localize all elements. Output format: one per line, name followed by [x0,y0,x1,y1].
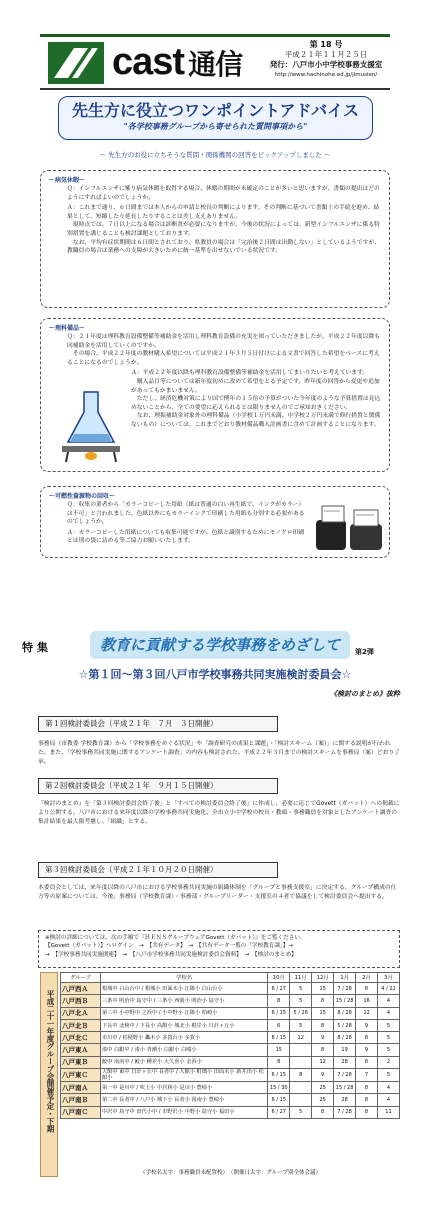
col-header: 1月 [334,973,356,983]
feature-label: 特 集 [22,641,48,654]
month-cell [290,1094,312,1106]
month-cell: 8 / 28 [334,1032,356,1044]
meeting-1-text: 事務局（市教委 学校教育課）から「学校事務をめぐる状況」や「調査研究の成果と課題」・「検討スキーム（案）」に関する説明が行われた。また、「学校事務共同実施に関するアンケート調査」の内容も検討された。平成２２年３月までの検討スキームを事務局（案）どおり了承。 [38,741,400,765]
month-cell: 8 [356,1056,378,1068]
month-cell: 5 [290,1106,312,1118]
schools-cell: 湊中 白銀中 / 湊小 青潮小 白銀小 白鴎小 [100,1044,267,1056]
note-lead: ※検討の詳細については、次の手順で『ＨＥＮＳグループウェアGovett（ガバット）』をご覧ください。 [45,935,306,941]
month-cell: 16 [356,995,378,1007]
month-cell: 9 [312,1032,334,1044]
schools-cell: 下長中 北稜中 / 下長小 高館小 城北小 根岸小 日計ヶ丘小 [100,1019,267,1031]
qa-question: Ｑ：収集の業者から「カラーコピーした用紙（紙は普通の白い再生紙で、インクがカラー）は不可」と言われました。色紙以外にもカラーインクで印刷した用紙も分別する必要があるのでしょうか。 [67,502,305,526]
feature-title-box [90,631,350,659]
note-path-1: 【Govett（ガバット）】ヘログイン → 【共有データ】 → 【共有データ一覧の「学校教育課」】→ [45,943,294,950]
month-cell: 8 [290,1069,312,1082]
month-cell: 4 [377,1094,399,1106]
month-cell: 5 / 26 [290,1007,312,1019]
table-row [61,1106,400,1118]
month-cell: 7 [356,1069,378,1082]
month-cell: 2 [377,1056,399,1068]
month-cell: 8 [356,1106,378,1118]
schools-cell: 大館中 東中 日計ヶ丘中 長者中 / 大館小 町畑小 田面木小 新井田小 松館小 [100,1069,267,1082]
month-cell: 11 [377,1106,399,1118]
meeting-2-text: 『検討のまとめ』を「第３回検討委員会終了後」と「すべての検討委員会終了後」に作成し、必要に応じてGovett（ガバット）への掲載により公開する。八戸市における来年度以降の学校事務共同実施化、全市立小中学校の校長・教頭・事務職員を対象としたアンケート調査の集計結果を最大限考慮し、「組織」とする。 [38,801,400,825]
month-cell: 5 / 28 [334,1019,356,1031]
col-header: 2月 [356,973,378,983]
month-cell: 19 [334,1044,356,1056]
month-cell: 8 [312,1106,334,1118]
month-cell: 15 [312,983,334,995]
month-cell: 4 / 22 [377,983,399,995]
month-cell: 8 [356,1032,378,1044]
publisher-url[interactable]: http://www.hachinohe.ed.jp/jimusien/ [274,72,378,78]
month-cell: 8 / 28 [334,1007,356,1019]
group-cell: 八戸南Ｃ [61,1106,101,1118]
pickup-caption: ～ 先生方のお役に立ちそうな質問・関係機関の回答をピックアップしました ～ [99,151,331,159]
month-cell: 5 [377,1069,399,1082]
month-cell: 12 [356,1007,378,1019]
table-row [61,995,400,1007]
month-cell: 5 [377,1019,399,1031]
table-row [61,983,400,995]
month-cell: 8 / 15 [268,1032,290,1044]
month-cell [290,1056,312,1068]
banner-subtitle: "各学校事務グループから寄せられた質問事項から" [123,122,308,131]
schools-cell: 第三中 小中野中 之浜中 / 小中野小 江陽小 柏崎小 [100,1007,267,1019]
month-cell: 6 / 27 [268,1106,290,1118]
table-row [61,1082,400,1094]
month-cell: 9 [356,1044,378,1056]
month-cell: 5 [377,1044,399,1056]
schools-cell: 三条中 明治中 島守中 / 三条小 西園小 明治小 島守小 [100,995,267,1007]
issue-number: 第 18 号 [309,40,343,49]
banner-title: 先生方に役立つワンポイントアドバイス [71,101,360,120]
schools-cell: 鮫中 南浜中 / 鮫小 種差小 大久喜小 金浜小 [100,1056,267,1068]
schools-cell: 第二中 長者中 / 八戸小 城下小 長者小 図南小 豊崎小 [100,1094,267,1106]
feature-title: 教育に貢献する学校事務をめざして [99,636,340,654]
group-cell: 八戸西Ａ [61,983,101,995]
qa-question-cont: その場合、平成２２年度の教材購入希望については平成２１年３月５日付けによる文書で回答した希望をベースに考えることになるのでしょうか。 [67,351,380,366]
table-row [61,1019,400,1031]
table-row [61,1069,400,1082]
table-row [61,1032,400,1044]
group-cell: 八戸南Ｂ [61,1094,101,1106]
table-header-row [61,973,400,983]
month-cell: 6 / 15 [268,1007,290,1019]
month-cell: 7 / 28 [334,983,356,995]
month-cell: 8 [312,1019,334,1031]
table-row [61,1094,400,1106]
col-header: 11月 [290,973,312,983]
schools-cell: 中沢中 鳥守中 田代小中 / 市野沢小 中野小 島守小 福田小 [100,1106,267,1118]
month-cell: 25 [312,1094,334,1106]
publisher: 発行：八戸市小中学校事務支援室 [269,60,383,69]
paper-bags-illustration [312,502,388,554]
col-header: グループ [61,973,101,983]
month-cell: 5 [290,995,312,1007]
schools-cell: 第一中 是川中 / 吹上小 中居林小 是川小 豊崎小 [100,1082,267,1094]
qa-answer-cont: なお、平均有症状期間は６日間とされており、県教員の場合は「完治後２日間は出勤しない」としているようですが、教職員の場合は業務への支障が大きいために統一基準を出せないでいる状況です。 [67,239,381,255]
header-top-rule [40,34,390,37]
issue-date: 平成２１年１１月２５日 [284,50,368,59]
qa-heading: ～可燃性資源物の回収～ [49,493,116,500]
month-cell: 12 [290,1032,312,1044]
month-cell: 5 [290,983,312,995]
note-path-2: → 【学校事務共同実施関連】 → 【八戸市学校事務共同実施検討委員会資料】 → 【検討のまとめ】 [45,951,297,958]
col-header: 12月 [312,973,334,983]
month-cell: 8 [312,1044,334,1056]
group-cell: 八戸北Ａ [61,1007,101,1019]
cast-logo-mark [48,42,104,84]
group-cell: 八戸北Ｂ [61,1019,101,1031]
schedule-legend: （学校名太字：事務職員未配置校） （開催日太字：グループ別全体会議） [140,1170,322,1176]
schedule-table [60,972,400,1119]
qa-answer-cont: 購入品目等については新年度初めに改めて希望をとる予定です。昨年度の回答から変更や追加があってもかまいません。 [131,379,380,394]
month-cell: 8 [356,983,378,995]
issue-info [262,40,390,80]
committee-title: ☆第１回～第３回八戸市学校事務共同実施検討委員会☆ [78,668,352,681]
month-cell: 25 [312,1082,334,1094]
qa-question: Ｑ：２１年度は理科教育設備整備等補助金を活用し理科教育設備の充実を図っていただきましたが、平成２２年度以降も同補助金を活用していくのですか。 [67,334,381,349]
month-cell: 8 [356,1094,378,1106]
qa-answer: Ａ：カラーコピーした用紙についても収集可能ですが、色紙と識別するためにモノクロ印刷とは別の袋に詰める等ご協力お願いいたします。 [67,529,305,545]
qa-answer-cont: なお、理振補助金対象外の理科備品（小学校１万円未満、中学校２万円未満で修行措置と関係ないもの）については、これまでどおり教材備品購入計画書に含めて計画することになります。 [131,413,381,429]
schedule-sidebar-text: 平成二十一年度グループ会開催予定・下期 [46,990,55,1133]
group-cell: 八戸東Ａ [61,1044,101,1056]
month-cell: 12 [312,1056,334,1068]
qa-answer-cont: 現時点では、７日以上になる場合は診断書が必要になりますが、今後の状況によっては、新型インフルエンザに係る特別措置を講じることも検討課題としております。 [67,222,380,238]
month-cell: 9 [356,1019,378,1031]
group-cell: 八戸西Ｂ [61,995,101,1007]
month-cell: 15 [268,1044,290,1056]
meeting-2-heading: 第２回検討委員会（平成２１年 ９月１５日開催） [38,778,278,794]
month-cell: 8 [268,1056,290,1068]
feature-part: 第2弾 [355,648,374,656]
month-cell [290,1082,312,1094]
meeting-1-heading: 第１回検討委員会（平成２１年 ７月 ３日開催） [38,716,278,732]
group-cell: 八戸北Ｃ [61,1032,101,1044]
qa-sick-leave [40,170,390,308]
meeting-3-heading: 第３回検討委員会（平成２１年１０月２０日開催） [38,862,278,878]
brand-subtitle: 通信 [188,49,243,80]
month-cell: 15 [312,1007,334,1019]
col-header: 3月 [377,973,399,983]
qa-question: Ｑ：インフルエンザに罹り病気休暇を取得する場合、休暇の期間が未確定のことが多いと思いますが、書類の提出はどのようにすればよいのでしょうか。 [67,186,380,201]
month-cell: 28 [334,1056,356,1068]
month-cell: 15 / 28 [334,1082,356,1094]
month-cell: 7 / 28 [334,1069,356,1082]
qa-heading: ～理科備品～ [49,325,86,332]
table-row [61,1007,400,1019]
month-cell: 9 [312,1069,334,1082]
month-cell: 15 / 30 [268,1082,290,1094]
matome-label: 《検討のまとめ》抜粋 [330,690,400,698]
qa-answer-cont: ただし、経済危機対策により国で例年の１５倍の予算がついた今年度のような予算措置は見込めないことから、全ての要望に応えられるとは限りませんのでご承知おきください。 [131,396,381,411]
brand-name: cast [112,41,185,83]
month-cell: 15 / 28 [334,995,356,1007]
month-cell: 8 [356,1082,378,1094]
table-row [61,1044,400,1056]
header-bottom-rule [40,88,390,90]
qa-answer: Ａ：これまで通り、６日間までは本人からの申請と校長の判断によります。その判断に基づいて書類上の手続を進め、結果として、短縮したり延長したりすることは差し支えありません。 [67,205,380,220]
month-cell: 8 [268,995,290,1007]
schools-cell: 市川中 / 桔梗野小 轟木小 多賀台小 多賀小 [100,1032,267,1044]
month-cell: 6 / 27 [268,983,290,995]
month-cell: 5 [290,1019,312,1031]
month-cell: 4 [377,1007,399,1019]
qa-heading: ～病気休暇～ [49,177,86,184]
month-cell: 4 [377,1082,399,1094]
col-header: 学校名 [100,973,267,983]
govett-note [38,930,400,968]
month-cell: 5 [377,1032,399,1044]
qa-answer: Ａ：平成２２年度以降も理科教育設備整備等補助金を活用してまいりたいと考えています。 [131,370,369,377]
month-cell: 4 [377,995,399,1007]
month-cell: 6 / 15 [268,1069,290,1082]
group-cell: 八戸東Ｃ [61,1069,101,1082]
month-cell: 6 / 15 [268,1094,290,1106]
table-row [61,1056,400,1068]
lab-flask-illustration [56,384,126,464]
group-cell: 八戸南Ａ [61,1082,101,1094]
month-cell [290,1044,312,1056]
group-cell: 八戸東Ｂ [61,1056,101,1068]
col-header: 10月 [268,973,290,983]
month-cell: 6 [268,1019,290,1031]
month-cell: 7 / 28 [334,1106,356,1118]
meeting-3-text: 本委員会としては、来年度以降の八戸市における学校事務共同実施の組織体制を「グループと事務支援室」に決定する。グループ構成の仕方等の原案については、今後、事務局（学校教育課）・事務部・グループリーダー・支援室の４者で協議をして検討委員会へ提出する。 [38,885,397,900]
newsletter-brand [112,40,242,87]
schools-cell: 根城中 白山台中 / 根城小 田面木小 江陽小 白山台小 [100,983,267,995]
month-cell: 28 [334,1094,356,1106]
month-cell: 8 [312,995,334,1007]
